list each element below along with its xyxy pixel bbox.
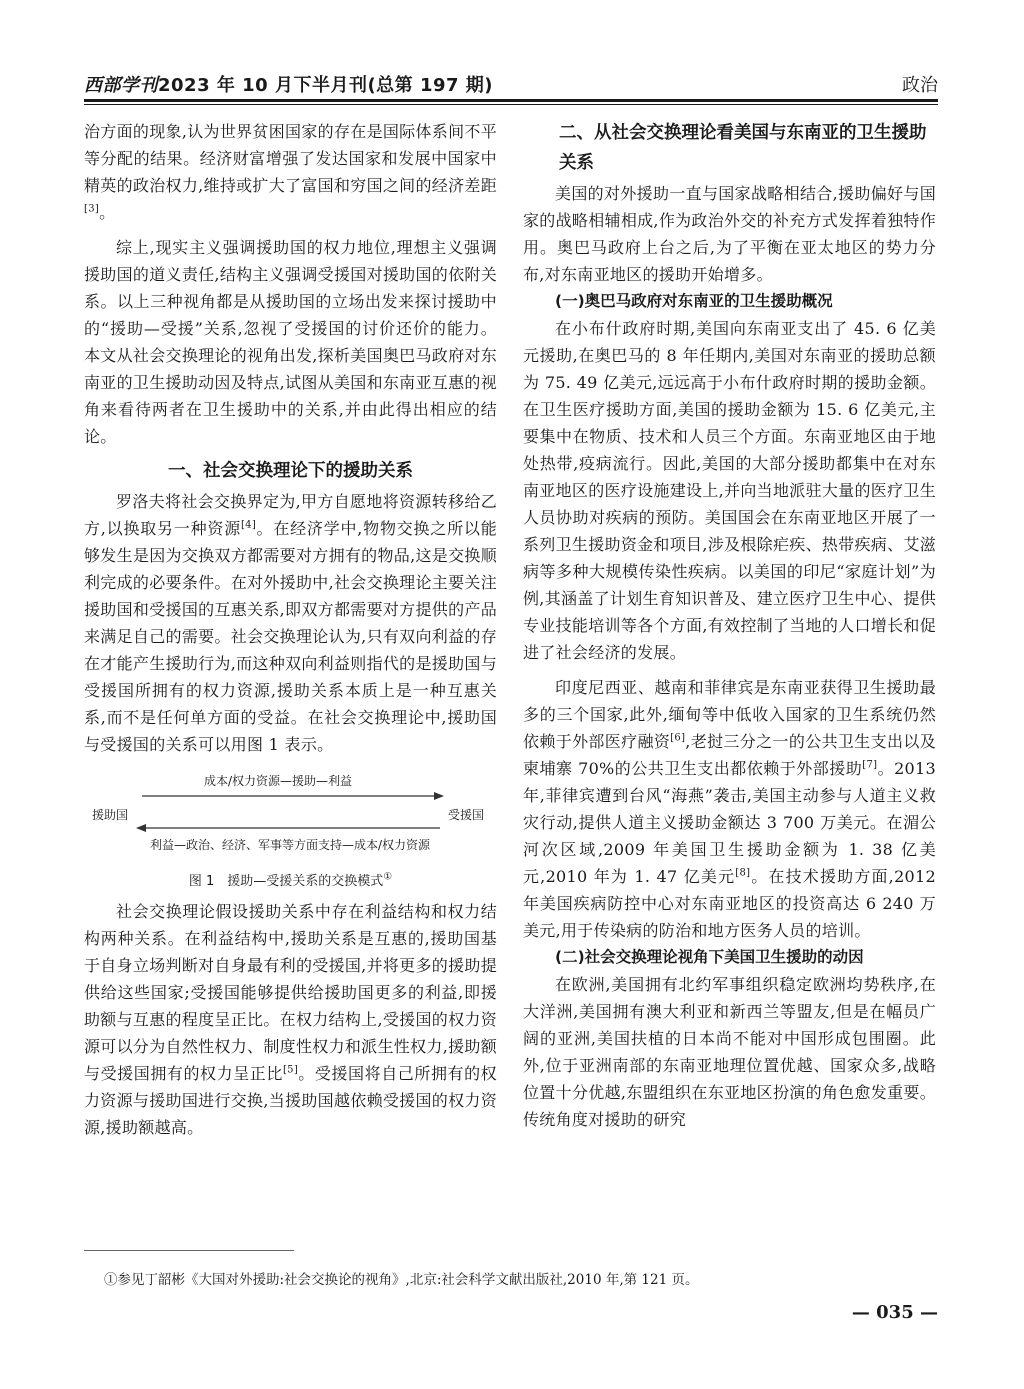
paragraph: 治方面的现象,认为世界贫困国家的存在是国际体系间不平等分配的结果。经济财富增强了发达国家和发展中国家中精英的政治权力,维持或扩大了富国和穷国之间的经济差距[3]。 [84,122,497,222]
footnote-rule [84,1250,294,1251]
left-column [84,118,497,1141]
citation-ref: [4] [240,519,257,531]
paragraph: 社会交换理论假设援助关系中存在利益结构和权力结构两种关系。在利益结构中,援助关系是互惠的,援助国基于自身立场判断对自身最有利的受援国,并将更多的援助提供给这些国家;受援国能够提供给援助国更多的利益,即援助额与互惠的程度呈正比。在权力结构上,受援国的权力资源可以分为自然性权力、制度性权力和派生性权力,援助额与受援国拥有的权力呈正比[5]。受援国将自己所拥有的权力资源与援助国进行交换,当援助国越依赖受援国的权力资源,援助额越高。 [84,902,497,1137]
page-header [84,66,938,102]
paragraph: 美国的对外援助一直与国家战略相结合,援助偏好与国家的战略相辅相成,作为政治外交的补充方式发挥着独特作用。奥巴马政府上台之后,为了平衡在亚太地区的势力分布,对东南亚地区的援助开始增多。 [523,184,936,284]
paragraph: 罗洛夫将社会交换界定为,甲方自愿地将资源转移给乙方,以换取另一种资源[4]。在经济学中,物物交换之所以能够发生是因为交换双方都需要对方拥有的物品,这是交换顺利完成的必要条件。在对外援助中,社会交换理论主要关注援助国和受援国的互惠关系,即双方都需要对方提供的产品来满足自己的需要。社会交换理论认为,只有双向利益的存在才能产生援助行为,而这种双向利益则指代的是援助国与受援国所拥有的权力资源,援助关系本质上是一种互惠关系,而不是任何单方面的受益。在社会交换理论中,援助国与受援国的关系可以用图 1 表示。 [84,492,497,754]
page-number: — 035 — [851,1302,938,1323]
section-heading: 二、从社会交换理论看美国与东南亚的卫生援助关系 [559,123,927,173]
section-heading: 一、社会交换理论下的援助关系 [168,461,413,481]
issue-info: 2023 年 10 月下半月刊(总第 197 期) [158,75,494,96]
citation-ref: [5] [282,1064,299,1076]
header-rule [84,99,938,102]
header-rule-thin [84,104,938,105]
section-name: 政治 [902,75,938,96]
figure-top-label: 成本/权力资源—援助—利益 [204,774,353,788]
subsection-heading: (二)社会交换理论视角下美国卫生援助的动因 [555,948,864,966]
citation-ref: [6] [670,732,686,744]
subsection-heading: (一)奥巴马政府对东南亚的卫生援助概况 [555,292,833,310]
exchange-model-figure [84,770,497,862]
paragraph: 印度尼西亚、越南和菲律宾是东南亚获得卫生援助最多的三个国家,此外,缅甸等中低收入国家的卫生系统仍然依赖于外部医疗融资[6],老挝三分之一的公共卫生支出以及柬埔寨 70%的公共卫生支出都依赖于外部援助[7]。2013 年,菲律宾遭到台风“海燕”袭击,美国主动参与人道主义救灾行动,提供人道主义援助金额达 3 700 万美元。在湄公河次区域,2009 年美国卫生援助金额为 1. 38 亿美元,2010 年为 1. 47 亿美元[8]。在技术援助方面,2012 年美国疾病防控中心对东南亚地区的投资高达 6 240 万美元,用于传染病的防治和地方医务人员的培训。 [523,678,936,940]
footnote: ①参见丁韶彬《大国对外援助:社会交换论的视角》,北京:社会科学文献出版社,2010 年,第 121 页。 [104,1272,699,1288]
citation-ref: [7] [862,759,878,771]
citation-ref: [3] [84,203,100,215]
figure-recipient-label: 受援国 [448,808,485,822]
right-column [523,118,936,1133]
paragraph: 综上,现实主义强调援助国的权力地位,理想主义强调援助国的道义责任,结构主义强调受援国对援助国的依附关系。以上三种视角都是从援助国的立场出发来探讨援助中的“援助—受援”关系,忽视了受援国的讨价还价的能力。本文从社会交换理论的视角出发,探析美国奥巴马政府对东南亚的卫生援助动因及特点,试图从美国和东南亚互惠的视角来看待两者在卫生援助中的关系,并由此得出相应的结论。 [84,238,497,446]
journal-masthead [84,71,493,97]
citation-ref: [8] [735,867,751,879]
figure-donor-label: 援助国 [92,808,129,822]
journal-logo: 西部学刊 [84,75,158,96]
paragraph: 在小布什政府时期,美国向东南亚支出了 45. 6 亿美元援助,在奥巴马的 8 年任期内,美国对东南亚的援助总额为 75. 49 亿美元,远远高于小布什政府时期的援助金额。在卫生医疗援助方面,美国的援助金额为 15. 6 亿美元,主要集中在物质、技术和人员三个方面。东南亚地区由于地处热带,疫病流行。因此,美国的大部分援助都集中在对东南亚地区的医疗设施建设上,并向当地派驻大量的医疗卫生人员协助对疾病的预防。美国国会在东南亚地区开展了一系列卫生援助资金和项目,涉及根除疟疾、热带疾病、艾滋病等多种大规模传染性疾病。以美国的印尼“家庭计划”为例,其涵盖了计划生育知识普及、建立医疗卫生中心、提供专业技能培训等各个方面,有效控制了当地的人口增长和促进了社会经济的发展。 [523,319,936,662]
figure-caption: 图 1 援助—受援关系的交换模式① [188,871,393,889]
figure-bottom-label: 利益—政治、经济、军事等方面支持—成本/权力资源 [150,838,431,852]
paragraph: 在欧洲,美国拥有北约军事组织稳定欧洲均势秩序,在大洋洲,美国拥有澳大利亚和新西兰等盟友,但是在幅员广阔的亚洲,美国扶植的日本尚不能对中国形成包围圈。此外,位于亚洲南部的东南亚地理位置优越、国家众多,战略位置十分优越,东盟组织在东亚地区扮演的角色愈发重要。传统角度对援助的研究 [523,975,936,1129]
